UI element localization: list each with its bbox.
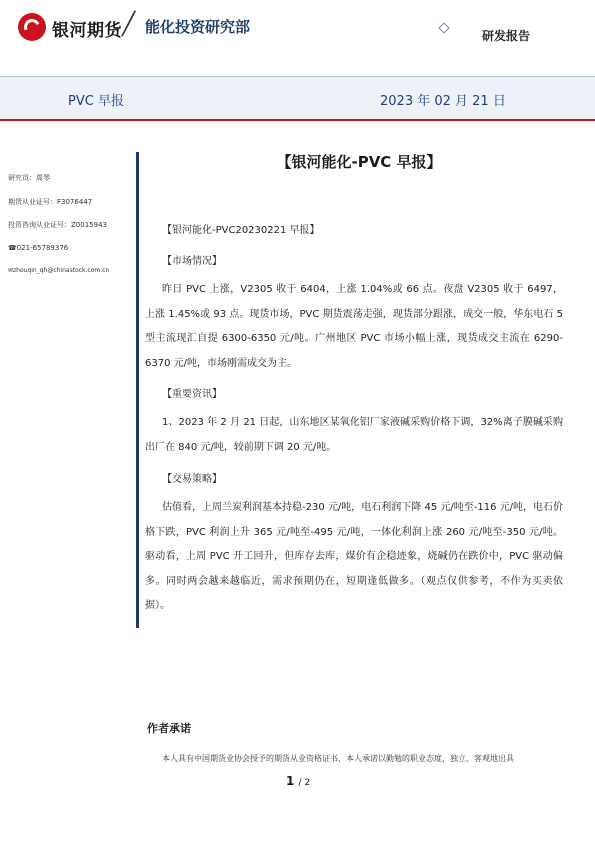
section-heading-news: 【重要资讯】 xyxy=(162,389,222,400)
futures-license: 期货从业证号：F3076447 xyxy=(8,198,93,206)
page-number xyxy=(286,774,310,788)
contact-email[interactable]: ✉zhouqin_qh@chinastock.com.cn xyxy=(8,267,110,274)
brand-logo-icon xyxy=(18,13,46,41)
vertical-divider xyxy=(136,152,139,628)
band-title: PVC 早报 xyxy=(68,94,124,109)
brand-name: 银河期货 xyxy=(52,21,122,41)
header-divider: ╱ xyxy=(122,12,136,37)
department-name: 能化投资研究部 xyxy=(145,18,251,36)
report-subtitle: 【银河能化-PVC20230221 早报】 xyxy=(162,225,320,236)
section-heading-market: 【市场情况】 xyxy=(162,256,222,267)
strategy-paragraph: 估值看，上周兰炭利润基本持稳-230 元/吨，电石利润下降 45 元/吨至-116 元/吨，电石价格下跌，PVC 利润上升 365 元/吨至-495 元/吨，一体化利润上涨 260 元/吨至-350 元/吨。驱动看，上周 PVC 开工回升，但库存去库，煤价有企稳迹象，烧碱仍在跌价中，PVC 驱动偏多。同时两会越来越临近，需求预期仍在，短期逢低做多。（观点仅供参考，不作为买卖依据）。 xyxy=(145,502,563,611)
news-paragraph: 1、2023 年 2 月 21 日起，山东地区某氧化铝厂家液碱采购价格下调，32%离子膜碱采购出厂在 840 元/吨，较前期下调 20 元/吨。 xyxy=(145,417,563,453)
market-paragraph: 昨日 PVC 上涨，V2305 收于 6404，上涨 1.04%或 66 点。夜盘 V2305 收于 6497，上涨 1.45%或 93 点。现货市场，PVC 期货震荡走强，现货部分跟涨，成交一般，华东电石 5 型主流现汇自提 6300-6350 元/吨。广州地区 PVC 市场小幅上涨，现货成交主流在 6290-6370 元/吨，市场刚需成交为主。 xyxy=(145,284,563,369)
researcher-name: 研究员：周琴 xyxy=(8,174,50,182)
diamond-icon xyxy=(438,22,449,33)
page-current: 1 xyxy=(286,774,295,788)
page-total: / 2 xyxy=(298,778,311,788)
section-heading-strategy: 【交易策略】 xyxy=(162,474,222,485)
report-type: 研发报告 xyxy=(482,29,531,43)
document-title: 【银河能化-PVC 早报】 xyxy=(276,153,442,171)
pledge-heading: 作者承诺 xyxy=(147,722,191,735)
report-date: 2023 年 02 月 21 日 xyxy=(380,94,506,109)
pledge-text: 本人具有中国期货业协会授予的期货从业资格证书，本人承诺以勤勉的职业态度，独立、客观地出具 xyxy=(162,754,514,763)
contact-phone: ☎021-65789376 xyxy=(8,244,69,252)
advisory-license: 投资咨询从业证号：Z0015943 xyxy=(8,221,107,229)
